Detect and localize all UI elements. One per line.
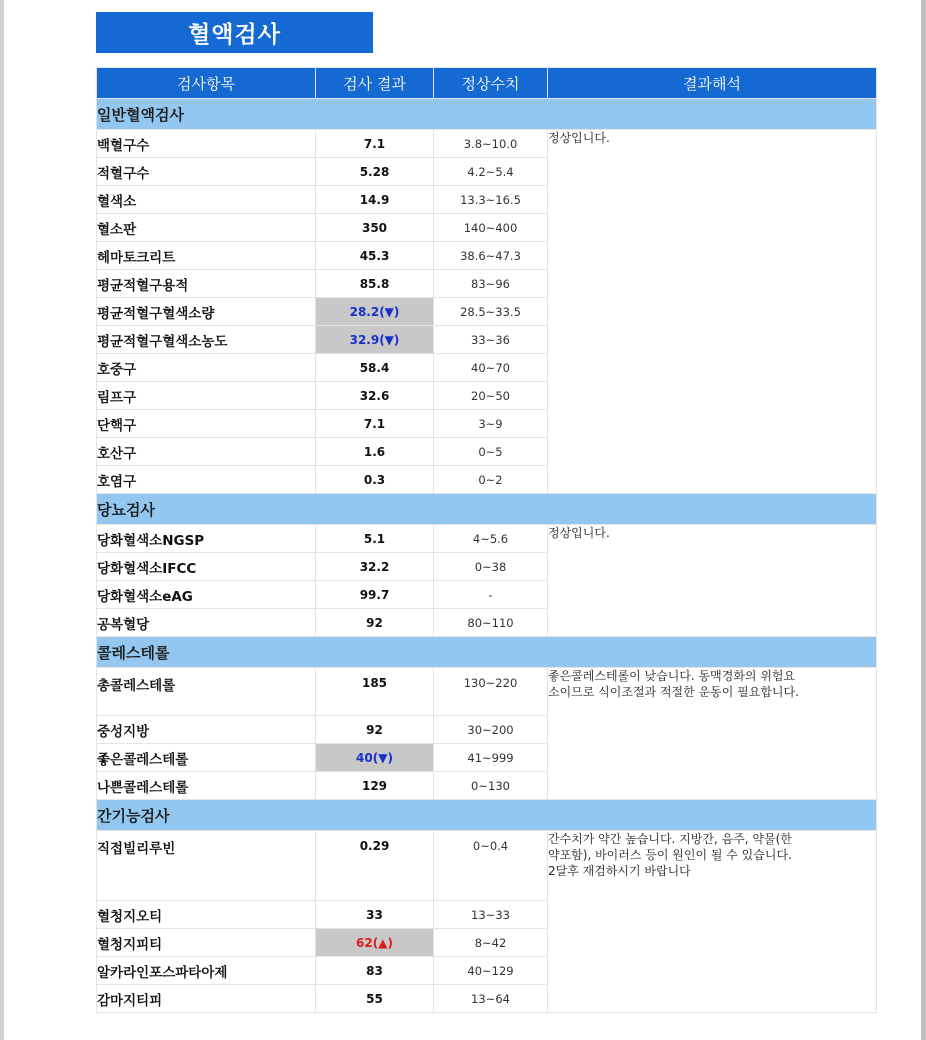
test-result-value: 32.6 <box>316 382 434 410</box>
test-result-value: 0.29 <box>316 831 434 901</box>
test-item-name: 당화혈색소eAG <box>97 581 316 609</box>
header-row <box>97 68 877 99</box>
normal-range: 83~96 <box>434 270 548 298</box>
normal-range: 140~400 <box>434 214 548 242</box>
section-title: 당뇨검사 <box>97 494 877 525</box>
test-result-value: 92 <box>316 609 434 637</box>
normal-range: 8~42 <box>434 929 548 957</box>
normal-range: 0~0.4 <box>434 831 548 901</box>
test-item-name: 혈소판 <box>97 214 316 242</box>
test-item-name: 나쁜콜레스테롤 <box>97 772 316 800</box>
test-item-name: 혈청지피티 <box>97 929 316 957</box>
test-item-name: 평균적혈구혈색소농도 <box>97 326 316 354</box>
normal-range: 0~5 <box>434 438 548 466</box>
normal-range: 3~9 <box>434 410 548 438</box>
header-result: 검사 결과 <box>316 68 434 99</box>
test-item-name: 당화혈색소IFCC <box>97 553 316 581</box>
header-item: 검사항목 <box>97 68 316 99</box>
test-item-name: 공복혈당 <box>97 609 316 637</box>
header-normal-range: 정상수치 <box>434 68 548 99</box>
normal-range: 33~36 <box>434 326 548 354</box>
test-item-name: 적혈구수 <box>97 158 316 186</box>
normal-range: 13~33 <box>434 901 548 929</box>
normal-range: 3.8~10.0 <box>434 130 548 158</box>
test-result-value: 58.4 <box>316 354 434 382</box>
normal-range: 4~5.6 <box>434 525 548 553</box>
test-item-name: 백혈구수 <box>97 130 316 158</box>
interpretation-cell <box>548 668 877 800</box>
interpretation-cell <box>548 831 877 1013</box>
test-result-value: 28.2(▼) <box>316 298 434 326</box>
test-item-name: 평균적혈구혈색소량 <box>97 298 316 326</box>
interpretation-text: 2달후 재검하시기 바랍니다 <box>548 864 691 878</box>
test-result-value: 1.6 <box>316 438 434 466</box>
test-result-value: 7.1 <box>316 410 434 438</box>
test-result-value: 99.7 <box>316 581 434 609</box>
test-result-value: 55 <box>316 985 434 1013</box>
normal-range: 130~220 <box>434 668 548 716</box>
test-item-name: 평균적혈구용적 <box>97 270 316 298</box>
test-result-value: 7.1 <box>316 130 434 158</box>
test-result-value: 32.9(▼) <box>316 326 434 354</box>
blood-test-table <box>96 67 877 1013</box>
test-item-name: 헤마토크리트 <box>97 242 316 270</box>
table-body <box>97 99 877 1013</box>
test-result-value: 62(▲) <box>316 929 434 957</box>
interpretation-cell <box>548 130 877 494</box>
test-item-name: 당화혈색소NGSP <box>97 525 316 553</box>
page-right-edge <box>921 0 926 1040</box>
test-result-value: 14.9 <box>316 186 434 214</box>
normal-range: 20~50 <box>434 382 548 410</box>
interpretation-text: 좋은콜레스테롤이 낮습니다. 동맥경화의 위험요 <box>548 669 796 683</box>
test-item-name: 림프구 <box>97 382 316 410</box>
test-item-name: 단핵구 <box>97 410 316 438</box>
report-title: 혈액검사 <box>96 12 373 53</box>
normal-range: 30~200 <box>434 716 548 744</box>
normal-range: - <box>434 581 548 609</box>
interpretation-cell <box>548 525 877 637</box>
test-result-value: 350 <box>316 214 434 242</box>
test-item-name: 알카라인포스파타아제 <box>97 957 316 985</box>
test-item-name: 호염구 <box>97 466 316 494</box>
test-result-value: 32.2 <box>316 553 434 581</box>
normal-range: 40~70 <box>434 354 548 382</box>
section-title: 콜레스테롤 <box>97 637 877 668</box>
interpretation-text: 정상입니다. <box>548 131 610 145</box>
normal-range: 0~2 <box>434 466 548 494</box>
test-result-value: 5.28 <box>316 158 434 186</box>
normal-range: 41~999 <box>434 744 548 772</box>
normal-range: 28.5~33.5 <box>434 298 548 326</box>
test-result-value: 85.8 <box>316 270 434 298</box>
normal-range: 13.3~16.5 <box>434 186 548 214</box>
interpretation-text: 간수치가 약간 높습니다. 지방간, 음주, 약물(한 <box>548 832 792 846</box>
test-item-name: 호산구 <box>97 438 316 466</box>
test-item-name: 혈청지오티 <box>97 901 316 929</box>
test-result-value: 33 <box>316 901 434 929</box>
test-item-name: 호중구 <box>97 354 316 382</box>
normal-range: 13~64 <box>434 985 548 1013</box>
test-row <box>97 668 877 716</box>
test-result-value: 5.1 <box>316 525 434 553</box>
normal-range: 80~110 <box>434 609 548 637</box>
section-title: 간기능검사 <box>97 800 877 831</box>
test-row <box>97 130 877 158</box>
test-item-name: 감마지티피 <box>97 985 316 1013</box>
normal-range: 4.2~5.4 <box>434 158 548 186</box>
normal-range: 38.6~47.3 <box>434 242 548 270</box>
test-item-name: 좋은콜레스테롤 <box>97 744 316 772</box>
test-row <box>97 831 877 901</box>
section-row <box>97 99 877 130</box>
test-result-value: 92 <box>316 716 434 744</box>
section-row <box>97 494 877 525</box>
normal-range: 0~130 <box>434 772 548 800</box>
test-result-value: 185 <box>316 668 434 716</box>
test-result-value: 129 <box>316 772 434 800</box>
section-row <box>97 637 877 668</box>
interpretation-text: 소이므로 식이조절과 적절한 운동이 필요합니다. <box>548 685 799 699</box>
interpretation-text: 약포함), 바이러스 등이 원인이 될 수 있습니다. <box>548 848 792 862</box>
normal-range: 40~129 <box>434 957 548 985</box>
interpretation-text: 정상입니다. <box>548 526 610 540</box>
test-item-name: 혈색소 <box>97 186 316 214</box>
test-item-name: 총콜레스테롤 <box>97 668 316 716</box>
test-result-value: 0.3 <box>316 466 434 494</box>
header-interpretation: 결과해석 <box>548 68 877 99</box>
test-row <box>97 525 877 553</box>
normal-range: 0~38 <box>434 553 548 581</box>
section-row <box>97 800 877 831</box>
page-left-edge <box>0 0 4 1040</box>
test-item-name: 직접빌리루빈 <box>97 831 316 901</box>
section-title: 일반혈액검사 <box>97 99 877 130</box>
test-result-value: 40(▼) <box>316 744 434 772</box>
test-result-value: 45.3 <box>316 242 434 270</box>
test-item-name: 중성지방 <box>97 716 316 744</box>
test-result-value: 83 <box>316 957 434 985</box>
